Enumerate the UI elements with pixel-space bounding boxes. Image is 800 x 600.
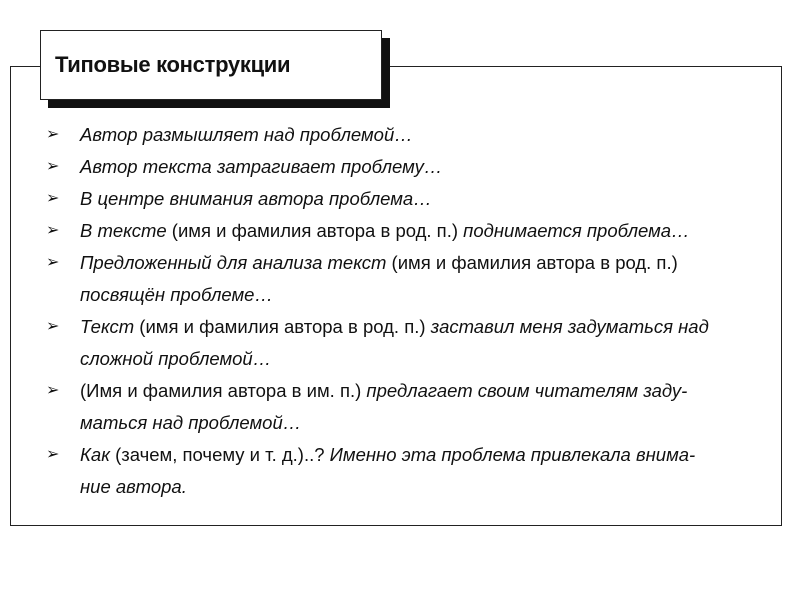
title-box bbox=[40, 30, 382, 100]
list-item bbox=[40, 151, 775, 183]
chevron-right-icon: ➢ bbox=[46, 318, 60, 335]
chevron-right-icon: ➢ bbox=[46, 158, 60, 175]
list-item-line bbox=[80, 407, 775, 439]
plain-text: (зачем, почему и т. д.)..? bbox=[109, 444, 330, 465]
list-item-line bbox=[80, 439, 775, 471]
list-item bbox=[40, 247, 775, 311]
italic-text: маться над проблемой… bbox=[80, 412, 302, 433]
italic-text: сложной проблемой… bbox=[80, 348, 272, 369]
chevron-right-icon: ➢ bbox=[46, 446, 60, 463]
italic-text: В тексте bbox=[80, 220, 167, 241]
list-item-line bbox=[80, 279, 775, 311]
list-item-line bbox=[80, 183, 775, 215]
italic-text: В центре внимания автора проблема… bbox=[80, 188, 432, 209]
list-item bbox=[40, 183, 775, 215]
list-item-line bbox=[80, 375, 775, 407]
italic-text: Автор размышляет над проблемой… bbox=[80, 124, 413, 145]
list-item bbox=[40, 311, 775, 375]
plain-text: (имя и фамилия автора в род. п.) bbox=[386, 252, 678, 273]
italic-text: ние автора. bbox=[80, 476, 187, 497]
chevron-right-icon: ➢ bbox=[46, 190, 60, 207]
chevron-right-icon: ➢ bbox=[46, 126, 60, 143]
list-item-line bbox=[80, 247, 775, 279]
list-item-line bbox=[80, 311, 775, 343]
plain-text: (имя и фамилия автора в род. п.) bbox=[134, 316, 431, 337]
chevron-right-icon: ➢ bbox=[46, 254, 60, 271]
chevron-right-icon: ➢ bbox=[46, 382, 60, 399]
italic-text: предлагает своим читателям заду- bbox=[366, 380, 688, 401]
page-title: Типовые конструкции bbox=[55, 52, 291, 77]
italic-text: Именно эта проблема привлекала внима- bbox=[329, 444, 696, 465]
plain-text: (имя и фамилия автора в род. п.) bbox=[166, 220, 464, 241]
constructions-list bbox=[40, 119, 775, 503]
plain-text: (Имя и фамилия автора в им. п.) bbox=[80, 380, 367, 401]
list-item bbox=[40, 439, 775, 503]
italic-text: Автор текста затрагивает проблему… bbox=[80, 156, 443, 177]
list-item bbox=[40, 215, 775, 247]
list-item-line bbox=[80, 119, 775, 151]
italic-text: заставил меня задуматься над bbox=[430, 316, 709, 337]
italic-text: Текст bbox=[80, 316, 135, 337]
italic-text: посвящён проблеме… bbox=[80, 284, 273, 305]
list-item-line bbox=[80, 151, 775, 183]
italic-text: Как bbox=[80, 444, 110, 465]
list-item bbox=[40, 119, 775, 151]
list-item-line bbox=[80, 215, 775, 247]
list-item-line bbox=[80, 343, 775, 375]
list-item bbox=[40, 375, 775, 439]
italic-text: поднимается проблема… bbox=[463, 220, 690, 241]
chevron-right-icon: ➢ bbox=[46, 222, 60, 239]
italic-text: Предложенный для анализа текст bbox=[80, 252, 387, 273]
list-item-line bbox=[80, 471, 775, 503]
